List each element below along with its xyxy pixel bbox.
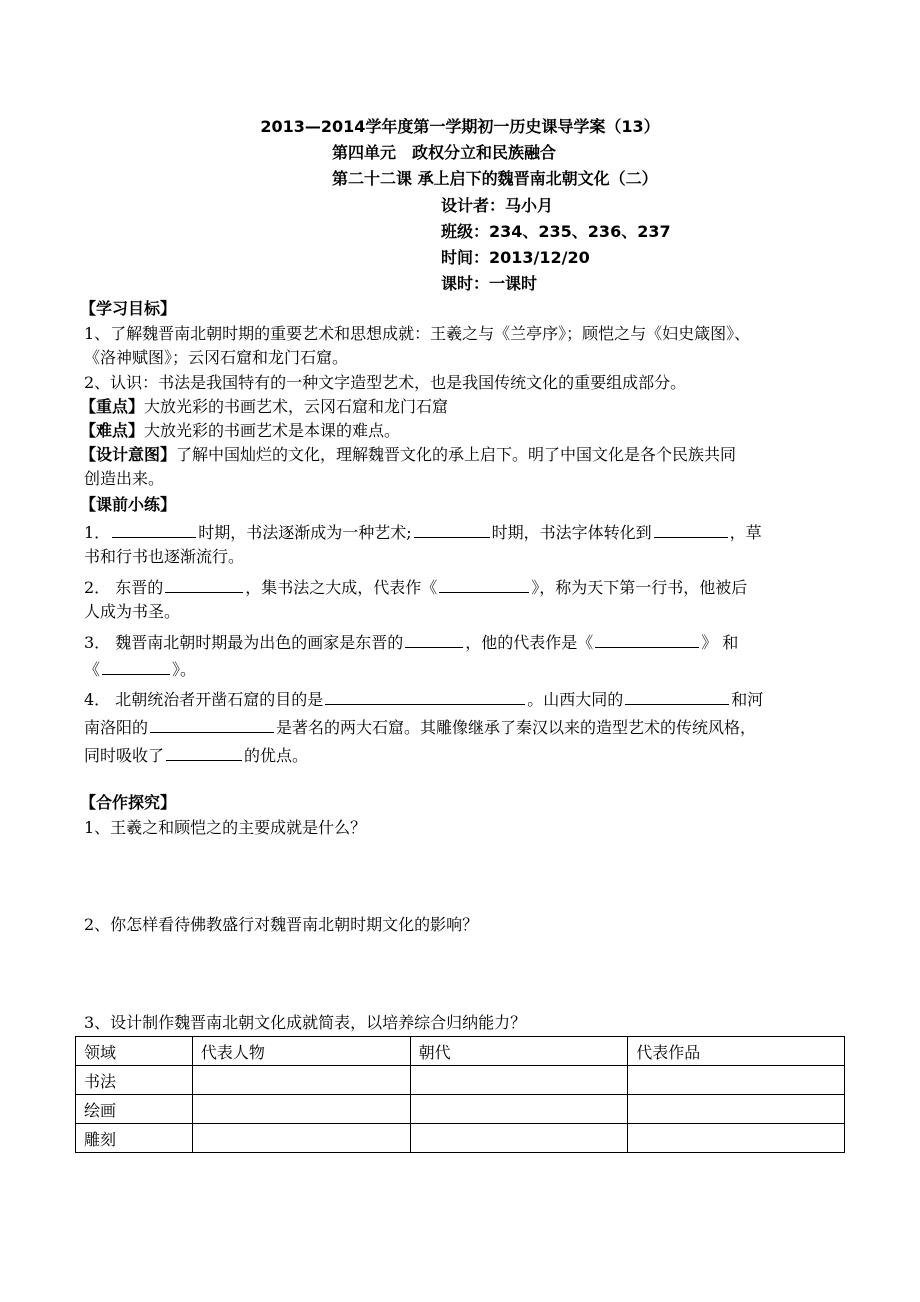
objective-1-line2: 《洛神赋图》；云冈石窟和龙门石窟。 [84,348,349,367]
document-title: 2013—2014学年度第一学期初一历史课导学案（13） [260,117,660,136]
date-info: 时间：2013/12/20 [441,248,590,267]
objective-1-line1: 1、了解魏晋南北朝时期的重要艺术和思想成就：王羲之与《兰亭序》；顾恺之与《妇史箴图》、 [84,324,751,343]
table-cell[interactable] [410,1124,628,1153]
table-row-label: 雕刻 [76,1124,193,1153]
q4-text-6: 同时吸收了 [84,746,165,765]
q2-text-1: 2． 东晋的 [84,578,164,597]
q3-blank-3[interactable] [102,658,170,675]
cooperation-q1: 1、王羲之和顾恺之的主要成就是什么？ [84,818,367,837]
q1-blank-2[interactable] [414,521,490,538]
difficulty-point [80,420,400,442]
cooperation-heading: 【合作探究】 [80,793,177,812]
q4-text-5: 是著名的两大石窟。其雕像继承了秦汉以来的造型艺术的传统风格， [276,718,757,737]
key-point-label: 【重点】 [80,397,145,416]
culture-achievements-table [75,1036,845,1153]
practice-q4-line3 [84,744,308,767]
unit-title: 第四单元 政权分立和民族融合 [332,143,557,162]
q2-text-3: 》，称为天下第一行书，他被后 [531,578,748,597]
practice-q4-line2 [84,716,756,739]
key-point [80,396,448,418]
q3-blank-1[interactable] [405,631,463,648]
table-row [76,1066,845,1095]
period-info: 课时：一课时 [441,274,538,293]
table-cell[interactable] [192,1066,410,1095]
difficulty-text: 大放光彩的书画艺术是本课的难点。 [144,421,401,440]
practice-q2-line1 [84,576,747,599]
table-cell[interactable] [628,1066,845,1095]
q1-text-3: ，草 [729,523,762,542]
q3-text-4: 《 [84,660,101,679]
q4-text-4: 南洛阳的 [84,718,149,737]
table-cell[interactable] [192,1095,410,1124]
q4-blank-2[interactable] [625,688,729,705]
practice-q1-line1 [84,521,762,544]
q4-blank-1[interactable] [325,688,525,705]
difficulty-label: 【难点】 [80,421,145,440]
table-header-row [76,1037,845,1066]
q1-number: 1． [84,523,111,542]
practice-q1-line2: 书和行书也逐渐流行。 [84,547,245,566]
q2-blank-1[interactable] [165,576,243,593]
q4-text-3: 和河 [731,690,764,709]
table-row-label: 绘画 [76,1095,193,1124]
table-header-person: 代表人物 [192,1037,410,1066]
q2-text-2: ，集书法之大成，代表作《 [245,578,438,597]
class-info: 班级：234、235、236、237 [441,222,671,241]
design-intent [80,444,736,466]
table-header-dynasty: 朝代 [410,1037,628,1066]
q1-blank-3[interactable] [654,521,728,538]
cooperation-q2: 2、你怎样看待佛教盛行对魏晋南北朝时期文化的影响？ [84,915,479,934]
q3-blank-2[interactable] [595,631,699,648]
table-cell[interactable] [628,1095,845,1124]
q3-text-3: 》 和 [701,633,739,652]
q4-blank-4[interactable] [166,744,242,761]
table-header-field: 领域 [76,1037,193,1066]
q1-text-1: 时期，书法逐渐成为一种艺术; [198,523,412,542]
design-intent-text-1: 了解中国灿烂的文化，理解魏晋文化的承上启下。明了中国文化是各个民族共同 [176,445,737,464]
table-cell[interactable] [410,1095,628,1124]
designer-info: 设计者：马小月 [441,196,554,215]
table-row [76,1124,845,1153]
table-cell[interactable] [192,1124,410,1153]
q4-text-7: 的优点。 [244,746,309,765]
objectives-heading: 【学习目标】 [80,299,177,318]
key-point-text: 大放光彩的书画艺术，云冈石窟和龙门石窟 [144,397,449,416]
objective-2: 2、认识：书法是我国特有的一种文字造型艺术，也是我国传统文化的重要组成部分。 [84,373,687,392]
q3-text-1: 3． 魏晋南北朝时期最为出色的画家是东晋的 [84,633,404,652]
q1-text-2: 时期，书法字体转化到 [491,523,652,542]
practice-heading: 【课前小练】 [80,495,177,514]
q4-text-2: 。山西大同的 [527,690,624,709]
table-row [76,1095,845,1124]
practice-q3-line2 [84,658,196,681]
practice-q4-line1 [84,688,763,711]
design-intent-text-2: 创造出来。 [84,469,165,488]
table-header-works: 代表作品 [628,1037,845,1066]
q2-blank-2[interactable] [439,576,529,593]
lesson-title: 第二十二课 承上启下的魏晋南北朝文化（二） [332,169,658,188]
practice-q3-line1 [84,631,738,654]
table-cell[interactable] [410,1066,628,1095]
table-cell[interactable] [628,1124,845,1153]
design-intent-label: 【设计意图】 [80,445,177,464]
table-row-label: 书法 [76,1066,193,1095]
cooperation-q3: 3、设计制作魏晋南北朝文化成就简表，以培养综合归纳能力？ [84,1013,527,1032]
q3-text-2: ，他的代表作是《 [465,633,594,652]
practice-q2-line2: 人成为书圣。 [84,602,181,621]
q1-blank-1[interactable] [112,521,196,538]
q3-text-5: 》。 [172,660,197,679]
q4-text-1: 4． 北朝统治者开凿石窟的目的是 [84,690,324,709]
q4-blank-3[interactable] [150,716,274,733]
